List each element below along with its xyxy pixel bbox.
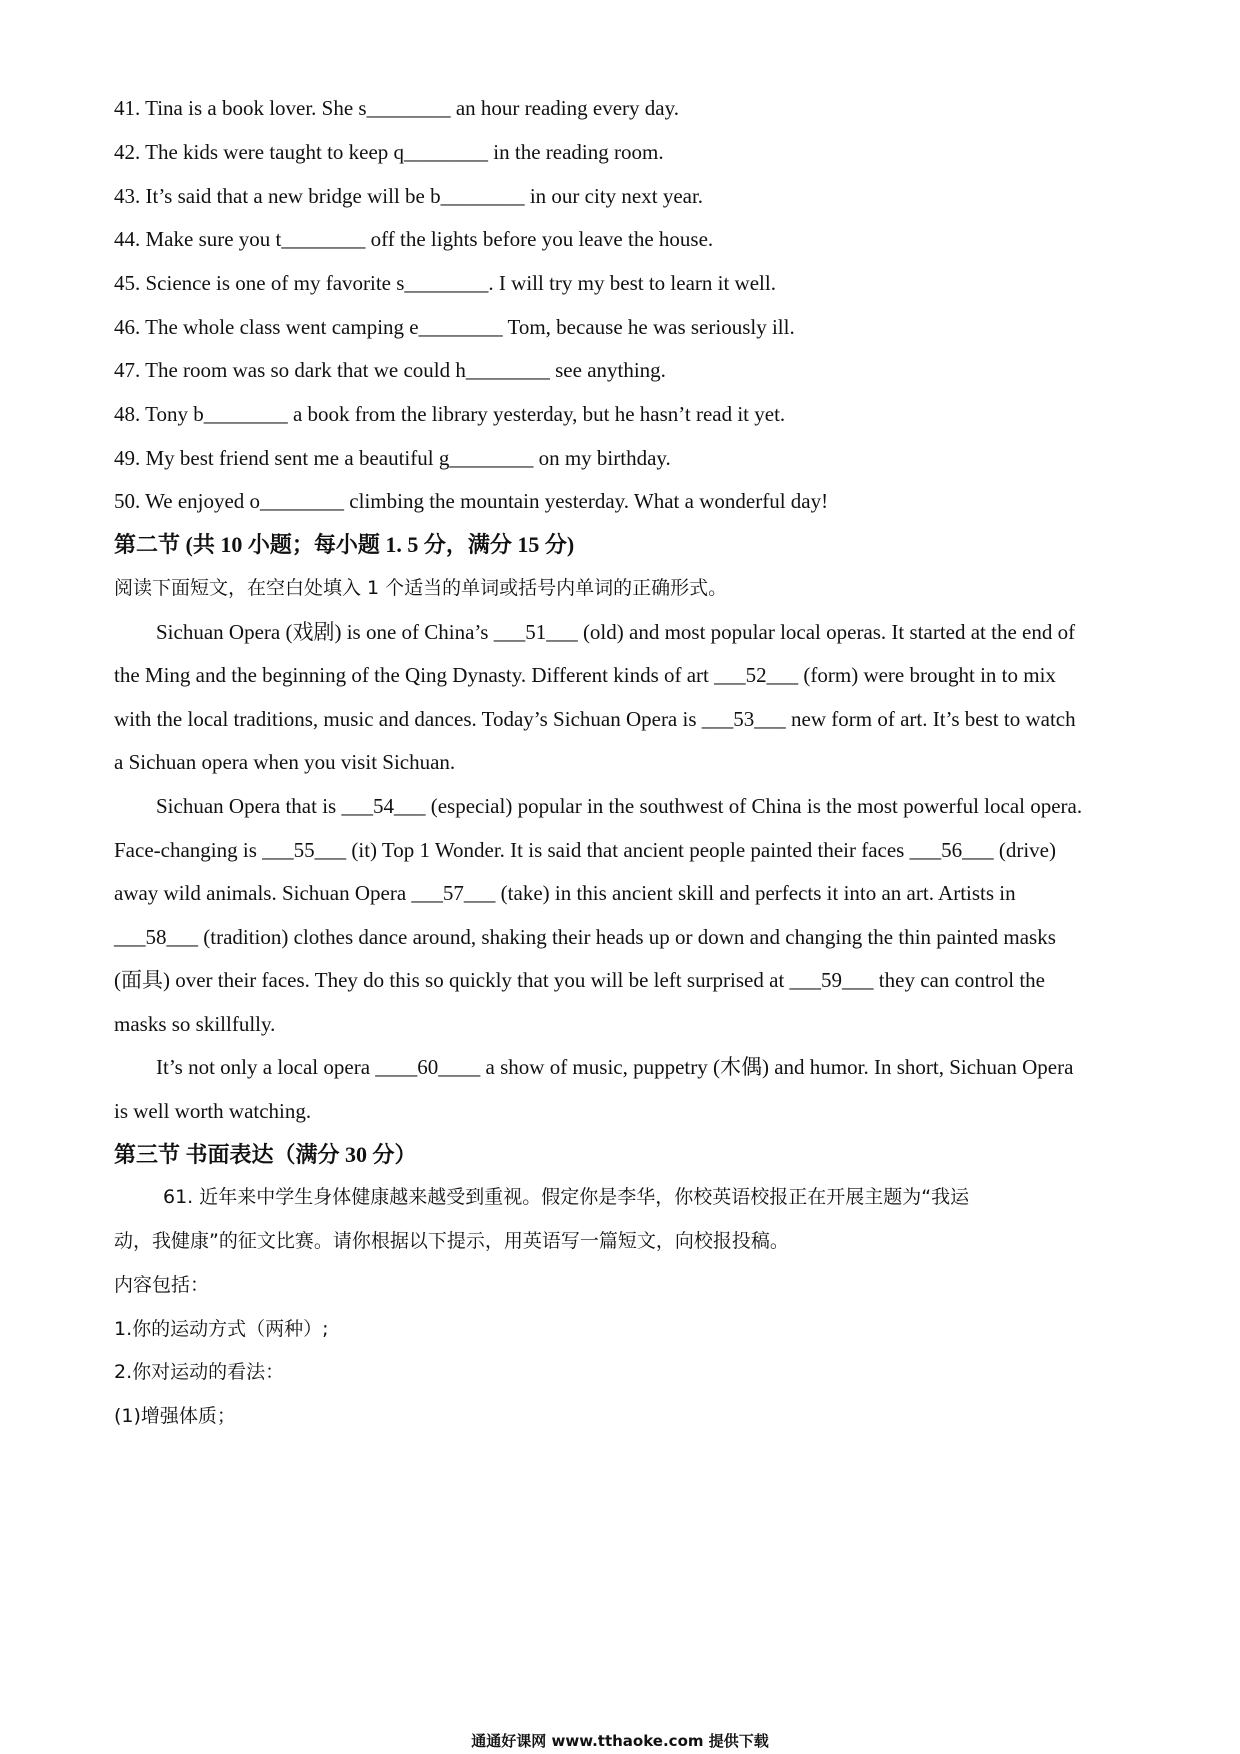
passage-line: ___58___ (tradition) clothes dance around, shaking their heads up or down and changing the thin painted masks: [114, 925, 1056, 949]
blank-53: ___53___: [701, 707, 786, 731]
blank-55: ___55___: [262, 838, 347, 862]
passage-line: Sichuan Opera (戏剧) is one of China’s ___51___ (old) and most popular local operas. It started at the end of: [156, 620, 1076, 644]
passage-line: with the local traditions, music and dances. Today’s Sichuan Opera is ___53___ new form of art. It’s best to watch: [114, 707, 1076, 731]
passage-line: a Sichuan opera when you visit Sichuan.: [114, 750, 456, 774]
question-61-cont: 动，我健康”的征文比赛。请你根据以下提示，用英语写一篇短文，向校报投稿。: [114, 1230, 789, 1252]
blank-59: ___59___: [789, 968, 874, 992]
exercise-45: 45. Science is one of my favorite s________. I will try my best to learn it well.: [114, 271, 776, 295]
content-item: (1)增强体质；: [114, 1405, 236, 1427]
section3-heading: 第三节 书面表达（满分 30 分）: [114, 1142, 417, 1167]
passage-line: Sichuan Opera that is ___54___ (especial) popular in the southwest of China is the most powerful local opera.: [156, 794, 1083, 818]
exercise-46: 46. The whole class went camping e________ Tom, because he was seriously ill.: [114, 315, 795, 339]
passage-line: the Ming and the beginning of the Qing Dynasty. Different kinds of art ___52___ (form) were brought in to mix: [114, 663, 1056, 687]
question-61: 61. 近年来中学生身体健康越来越受到重视。假定你是李华，你校英语校报正在开展主题为“我运: [163, 1186, 970, 1208]
exercise-42: 42. The kids were taught to keep q________ in the reading room.: [114, 140, 664, 164]
section2-instruction: 阅读下面短文，在空白处填入 1 个适当的单词或括号内单词的正确形式。: [114, 577, 728, 599]
passage-line: Face-changing is ___55___ (it) Top 1 Wonder. It is said that ancient people painted their faces ___56___ (drive): [114, 838, 1056, 862]
blank-54: ___54___: [341, 794, 426, 818]
passage-line: is well worth watching.: [114, 1099, 312, 1123]
passage-line: (面具) over their faces. They do this so quickly that you will be left surprised at ___59___ they can control the: [114, 968, 1045, 992]
exercise-41: 41. Tina is a book lover. She s________ an hour reading every day.: [114, 96, 679, 120]
blank-52: ___52___: [714, 663, 799, 687]
passage-line: away wild animals. Sichuan Opera ___57___ (take) in this ancient skill and perfects it into an art. Artists in: [114, 881, 1016, 905]
exercise-50: 50. We enjoyed o________ climbing the mountain yesterday. What a wonderful day!: [114, 489, 829, 513]
blank-57: ___57___: [411, 881, 496, 905]
exercise-43: 43. It’s said that a new bridge will be b________ in our city next year.: [114, 184, 704, 208]
exercise-44: 44. Make sure you t________ off the lights before you leave the house.: [114, 227, 714, 251]
exercise-49: 49. My best friend sent me a beautiful g________ on my birthday.: [114, 446, 671, 470]
blank-60: ____60____: [375, 1055, 481, 1079]
content-item: 2.你对运动的看法：: [114, 1361, 285, 1383]
exercise-47: 47. The room was so dark that we could h________ see anything.: [114, 358, 666, 382]
page-footer: 通通好课网 www.tthaoke.com 提供下载: [471, 1732, 769, 1750]
blank-56: ___56___: [909, 838, 994, 862]
passage-line: It’s not only a local opera ____60____ a show of music, puppetry (木偶) and humor. In short, Sichuan Opera: [156, 1055, 1074, 1079]
blank-58: ___58___: [114, 925, 198, 949]
exercise-48: 48. Tony b________ a book from the library yesterday, but he hasn’t read it yet.: [114, 402, 786, 426]
content-item: 1.你的运动方式（两种）;: [114, 1318, 329, 1340]
blank-51: ___51___: [493, 620, 578, 644]
content-label: 内容包括：: [114, 1274, 210, 1296]
section2-heading: 第二节 (共 10 小题；每小题 1. 5 分，满分 15 分): [114, 532, 575, 557]
passage-line: masks so skillfully.: [114, 1012, 276, 1036]
